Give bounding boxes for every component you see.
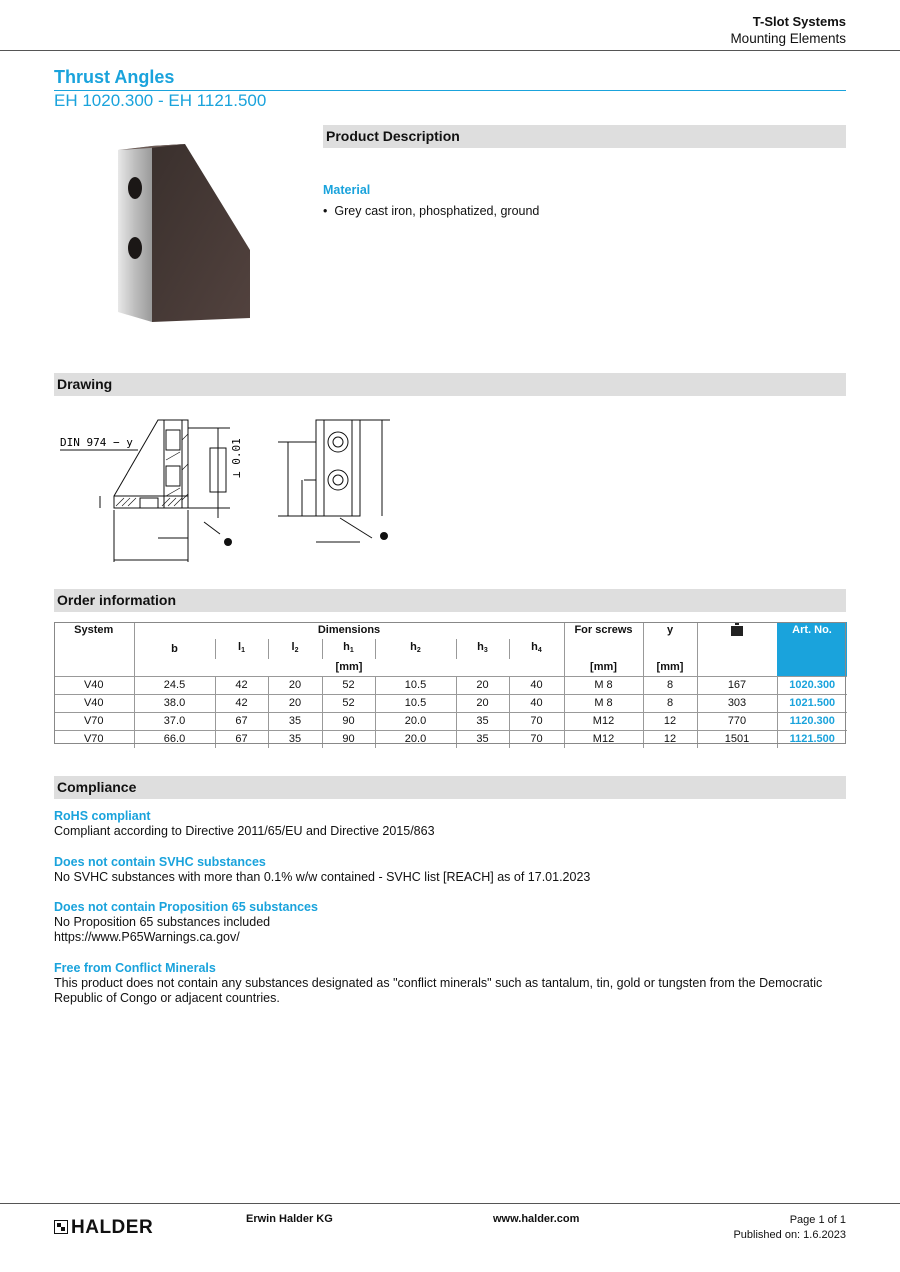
logo-text: HALDER [71,1217,154,1238]
compliance-rohs [54,808,846,839]
col-y: y [643,622,697,639]
col-h4: $h_4$ [509,639,564,659]
drawing-heading: Drawing [54,373,846,396]
header-category: T-Slot Systems [752,14,846,29]
col-l1: $l_1$ [215,639,268,659]
footer-website[interactable]: www.halder.com [493,1213,580,1225]
unit-y: [mm] [643,659,697,677]
page-header [730,14,846,47]
art-no-link[interactable]: 1120.300 [777,713,847,731]
drawing-label-din: DIN 974 − y [60,436,133,449]
footer-company: Erwin Halder KG [246,1213,333,1225]
technical-drawing [54,410,404,570]
halder-logo [54,1217,153,1239]
art-no-link[interactable]: 1121.500 [777,731,847,749]
compliance-title: Free from Conflict Minerals [54,961,216,975]
col-l2: $l_2$ [268,639,322,659]
page-title: Thrust Angles [54,67,175,87]
prop65-link[interactable]: https://www.P65Warnings.ca.gov/ [54,930,240,944]
product-description-heading: Product Description [323,125,846,148]
compliance-svhc [54,854,846,885]
col-art-no: Art. No. [777,622,847,677]
bullet-icon: • [323,204,328,218]
compliance-conflict-minerals [54,960,846,1006]
compliance-text: This product does not contain any substances designated as "conflict minerals" such as tantalum, tin, gold or tungsten from the Democratic Republic of Congo or adjacent countries. [54,976,823,1005]
order-table [54,622,847,748]
unit-dimensions: [mm] [134,659,564,677]
header-subcategory: Mounting Elements [730,31,846,46]
compliance-title: Does not contain Proposition 65 substances [54,900,318,914]
table-row: V70 66.0 67 35 90 20.0 35 70 M12 12 1501 1121.500 [54,731,847,749]
table-row: V40 24.5 42 20 52 10.5 20 40 M 8 8 167 1020.300 [54,677,847,695]
col-weight [697,622,777,677]
compliance-text: No SVHC substances with more than 0.1% w/w contained - SVHC list [REACH] as of 17.01.2023 [54,870,591,884]
material-item [323,204,539,218]
product-image [110,140,260,330]
col-b: b [134,639,215,659]
unit-screws: [mm] [564,659,643,677]
page-number: Page 1 of 1 [789,1214,846,1226]
drawing-label-tolerance: ⊥ 0.01 [230,438,243,478]
compliance-title: RoHS compliant [54,809,151,823]
art-no-link[interactable]: 1020.300 [777,677,847,695]
col-h2: $h_2$ [375,639,456,659]
order-information-heading: Order information [54,589,846,612]
col-h1: $h_1$ [322,639,375,659]
footer-page-info [733,1213,846,1243]
col-h3: $h_3$ [456,639,509,659]
published-date: Published on: 1.6.2023 [733,1229,846,1241]
logo-icon [54,1220,68,1234]
weight-icon [731,622,743,636]
table-row: V40 38.0 42 20 52 10.5 20 40 M 8 8 303 1021.500 [54,695,847,713]
table-row: V70 37.0 67 35 90 20.0 35 70 M12 12 770 1120.300 [54,713,847,731]
art-no-link[interactable]: 1021.500 [777,695,847,713]
compliance-title: Does not contain SVHC substances [54,855,266,869]
footer-divider [0,1203,900,1204]
compliance-text: Compliant according to Directive 2011/65/EU and Directive 2015/863 [54,824,435,838]
col-screws: For screws [564,622,643,639]
header-divider [0,50,900,51]
col-dimensions: Dimensions [134,622,564,639]
col-system: System [74,624,114,636]
page-subtitle: EH 1020.300 - EH 1121.500 [54,91,267,110]
material-heading: Material [323,183,371,197]
compliance-prop65 [54,899,846,945]
compliance-text: No Proposition 65 substances included [54,915,271,929]
material-item-text: Grey cast iron, phosphatized, ground [334,204,540,218]
compliance-heading: Compliance [54,776,846,799]
